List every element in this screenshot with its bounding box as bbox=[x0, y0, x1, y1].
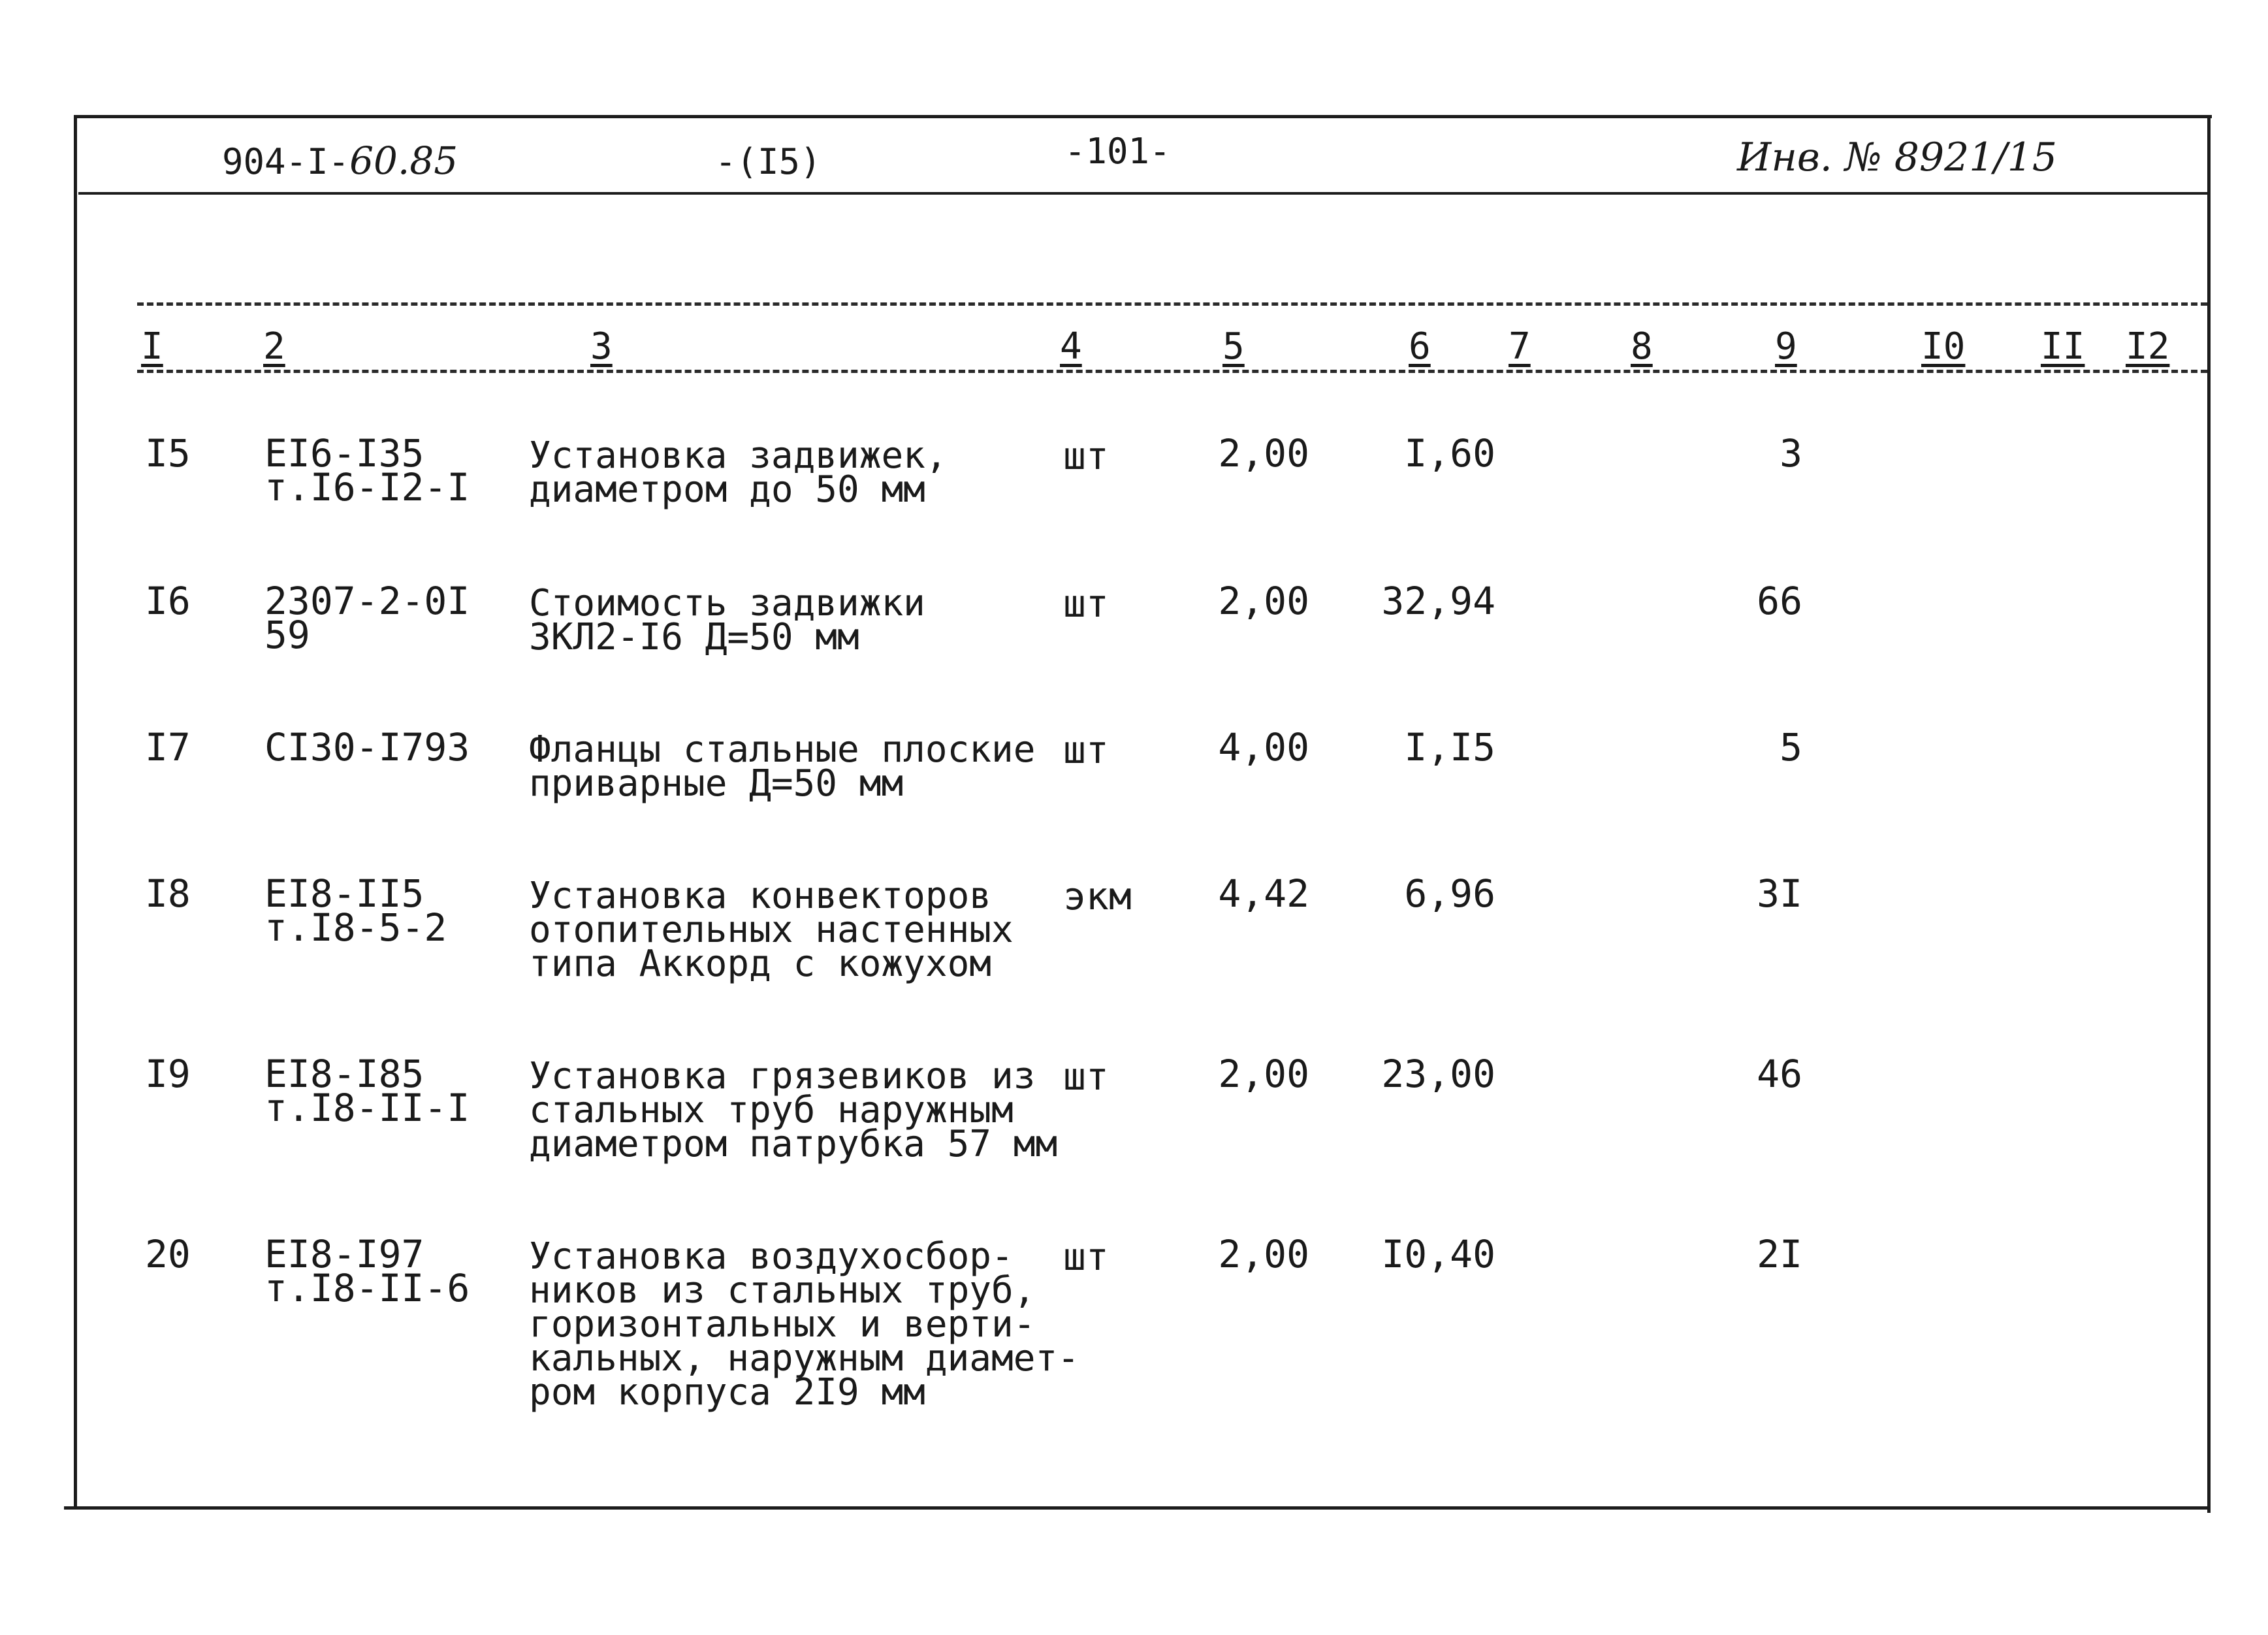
column-number-12: I2 bbox=[2126, 325, 2170, 368]
quantity: 2,00 bbox=[1218, 1232, 1309, 1276]
row-number: I5 bbox=[145, 431, 191, 476]
unit: экм bbox=[1063, 874, 1132, 918]
norm-code: EI8-I85 т.I8-II-I bbox=[264, 1052, 470, 1130]
document-code-prefix: 904-I- bbox=[222, 141, 350, 182]
unit: шт bbox=[1063, 581, 1109, 626]
frame-header-rule bbox=[78, 192, 2207, 195]
row-number: I7 bbox=[145, 725, 191, 769]
unit: шт bbox=[1063, 1054, 1109, 1099]
norm-code: EI8-I97 т.I8-II-6 bbox=[264, 1232, 470, 1310]
work-description: Установка задвижек, диаметром до 50 мм bbox=[529, 434, 948, 511]
row-number: I6 bbox=[145, 579, 191, 623]
frame-right-border bbox=[2207, 115, 2211, 1513]
work-description: Установка воздухосбор- ников из стальных труб, горизонтальных и верти- кальных, наружным диамет- ром корпуса 2I9 мм bbox=[529, 1235, 1079, 1414]
column-number-9: 9 bbox=[1775, 325, 1797, 368]
work-description: Установка грязевиков из стальных труб наружным диаметром патрубка 57 мм bbox=[529, 1055, 1058, 1165]
quantity: 2,00 bbox=[1218, 579, 1309, 623]
column-number-3: 3 bbox=[590, 325, 613, 368]
column-number-2: 2 bbox=[263, 325, 285, 368]
column-number-5: 5 bbox=[1222, 325, 1245, 368]
quantity: 4,00 bbox=[1218, 725, 1309, 769]
inventory-number bbox=[1737, 135, 2057, 180]
total-cost: 5 bbox=[1780, 725, 1802, 769]
column-number-4: 4 bbox=[1060, 325, 1082, 368]
total-cost: 2I bbox=[1757, 1232, 1802, 1276]
column-number-6: 6 bbox=[1409, 325, 1431, 368]
unit: шт bbox=[1063, 434, 1109, 478]
section-number: -(I5) bbox=[715, 141, 822, 182]
quantity: 4,42 bbox=[1218, 871, 1309, 916]
total-cost: 46 bbox=[1757, 1052, 1802, 1096]
quantity: 2,00 bbox=[1218, 431, 1309, 476]
unit: шт bbox=[1063, 1235, 1109, 1279]
row-number: I9 bbox=[145, 1052, 191, 1096]
inventory-value: 8921/15 bbox=[1894, 135, 2058, 180]
document-code bbox=[222, 138, 458, 183]
work-description: Установка конвекторов отопительных настенных типа Аккорд с кожухом bbox=[529, 875, 1014, 985]
unit-price: I,I5 bbox=[1404, 725, 1495, 769]
unit-price: I,60 bbox=[1404, 431, 1495, 476]
unit-price: 6,96 bbox=[1404, 871, 1495, 916]
unit: шт bbox=[1063, 728, 1109, 772]
column-number-11: II bbox=[2041, 325, 2085, 368]
page-number: -101- bbox=[1064, 131, 1171, 172]
norm-code: 2307-2-0I 59 bbox=[264, 579, 470, 657]
norm-code: EI6-I35 т.I6-I2-I bbox=[264, 431, 470, 510]
unit-price: 23,00 bbox=[1381, 1052, 1495, 1096]
column-number-7: 7 bbox=[1509, 325, 1531, 368]
norm-code: EI8-II5 т.I8-5-2 bbox=[264, 871, 447, 950]
work-description: Стоимость задвижки ЗКЛ2-I6 Д=50 мм bbox=[529, 582, 925, 658]
total-cost: 3 bbox=[1780, 431, 1802, 476]
total-cost: 3I bbox=[1757, 871, 1802, 916]
work-description: Фланцы стальные плоские приварные Д=50 мм bbox=[529, 728, 1036, 805]
quantity: 2,00 bbox=[1218, 1052, 1309, 1096]
frame-bottom-border bbox=[64, 1506, 2209, 1510]
column-number-10: I0 bbox=[1921, 325, 1966, 368]
unit-price: I0,40 bbox=[1381, 1232, 1495, 1276]
column-header-top-rule bbox=[137, 302, 2207, 306]
column-number-1: I bbox=[141, 325, 163, 368]
document-code-suffix: 60.85 bbox=[349, 138, 458, 183]
total-cost: 66 bbox=[1757, 579, 1802, 623]
column-number-8: 8 bbox=[1631, 325, 1653, 368]
row-number: 20 bbox=[145, 1232, 191, 1276]
norm-code: CI30-I793 bbox=[264, 725, 470, 769]
row-number: I8 bbox=[145, 871, 191, 916]
frame-left-border bbox=[74, 115, 77, 1510]
inventory-label: Инв. № bbox=[1737, 135, 1882, 180]
frame-top-border bbox=[75, 115, 2212, 118]
unit-price: 32,94 bbox=[1381, 579, 1495, 623]
column-header-bottom-rule bbox=[137, 370, 2207, 373]
